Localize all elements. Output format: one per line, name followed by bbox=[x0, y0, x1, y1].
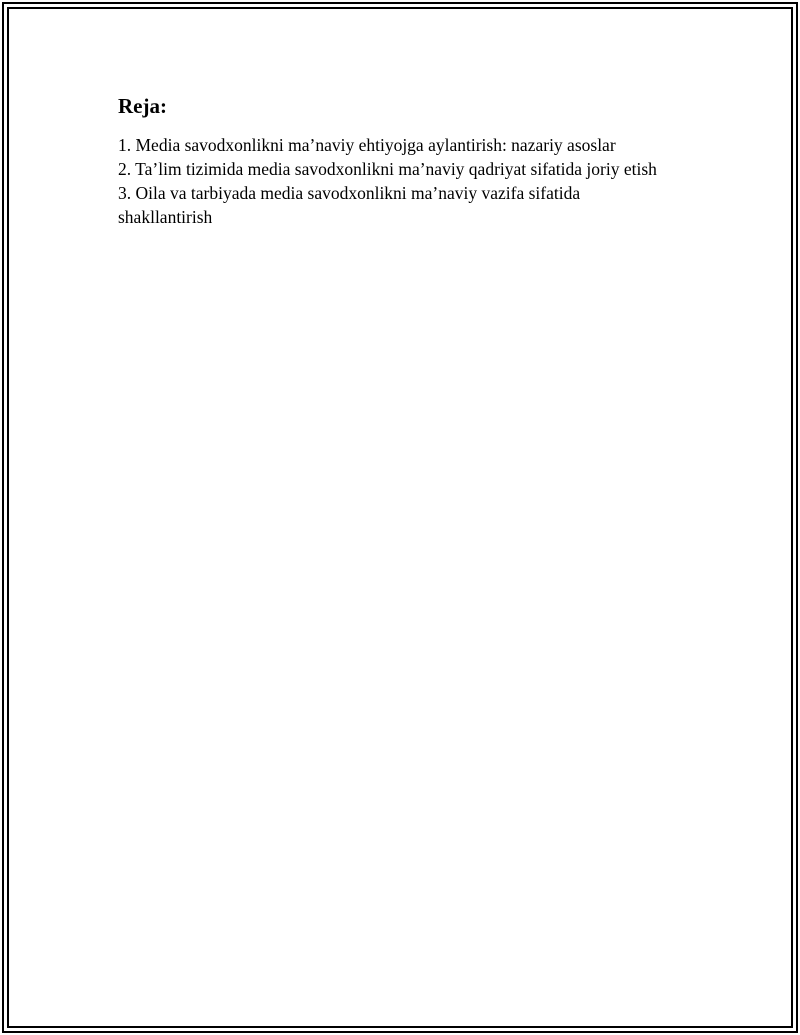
plan-item-1: 1. Media savodxonlikni ma’naviy ehtiyojga aylantirish: nazariy asoslar bbox=[118, 135, 616, 155]
plan-item-2: 2. Ta’lim tizimida media savodxonlikni ma’naviy qadriyat sifatida joriy etish bbox=[118, 159, 657, 179]
plan-list bbox=[118, 133, 658, 229]
plan-item-3: 3. Oila va tarbiyada media savodxonlikni ma’naviy vazifa sifatida shakllantirish bbox=[118, 183, 581, 227]
page-content bbox=[118, 94, 658, 229]
plan-heading: Reja: bbox=[118, 94, 167, 118]
